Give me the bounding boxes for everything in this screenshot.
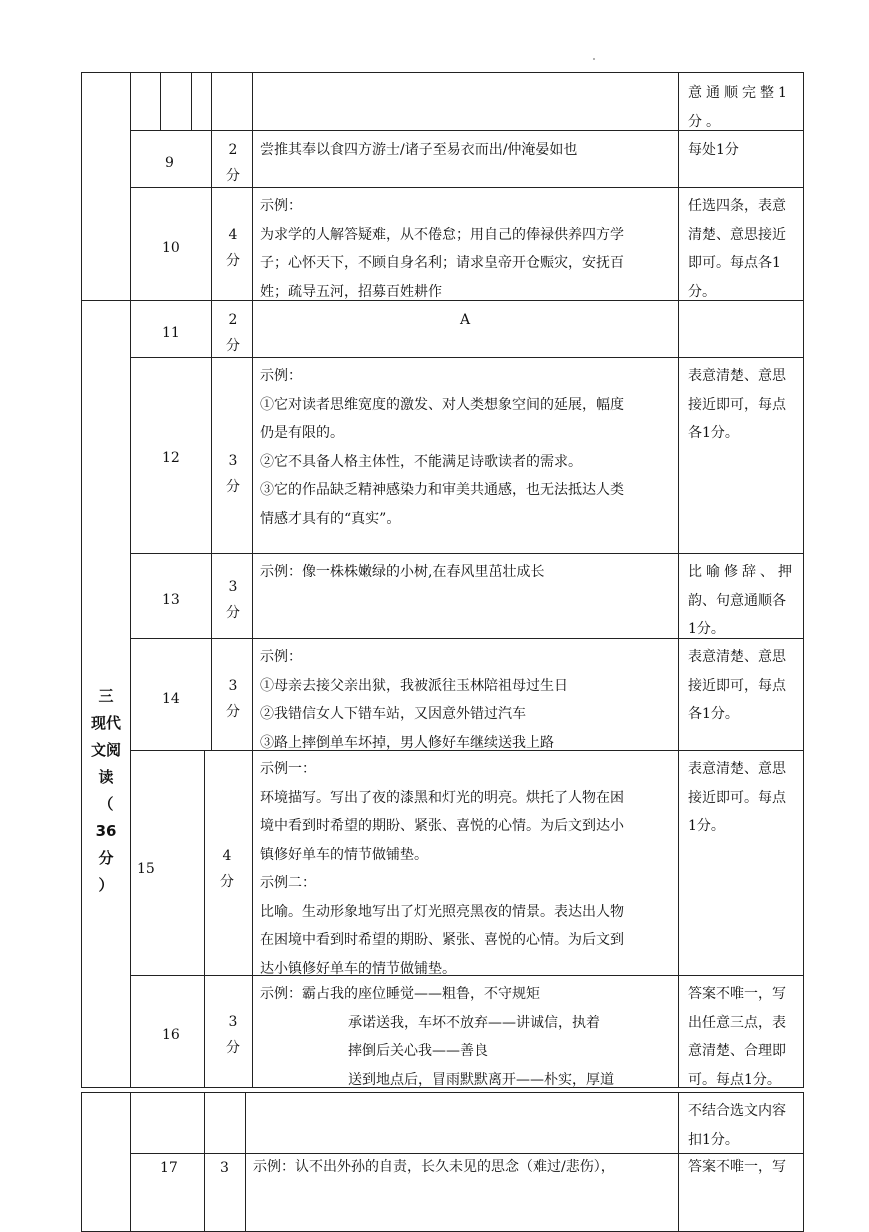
- criteria-text: 比喻修辞、押 韵、句意通顺各 1分。: [688, 564, 796, 637]
- answer-text: 示例：认不出外孙的自责，长久未见的思念（难过/悲伤），: [253, 1159, 615, 1175]
- answer-text: 示例： ①它对读者思维宽度的激发、对人类想象空间的延展，幅度 仍是有限的。 ②它不具备人格主体性，不能满足诗歌读者的需求。 ③它的作品缺乏精神感染力和审美共通感，也无法抵达人类 情感才具有的“真实”。: [260, 368, 624, 527]
- score-cell: 3 分: [226, 579, 240, 621]
- answer-text: 示例：霸占我的座位睡觉——粗鲁，不守规矩 承诺送我，车坏不放弃——讲诚信，执着 摔倒后关心我——善良 送到地点后，冒雨默默离开——朴实，厚道: [260, 986, 614, 1088]
- criteria-text: 表意清楚、意思 接近即可。每点 1分。: [688, 761, 786, 834]
- question-number: 13: [162, 592, 180, 608]
- criteria-text: 表意清楚、意思 接近即可，每点 各1分。: [688, 368, 786, 441]
- criteria-text: 答案不唯一，写: [688, 1159, 786, 1175]
- question-number: 11: [162, 325, 180, 341]
- criteria-text: 不结合选文内容 扣1分。: [688, 1103, 786, 1148]
- criteria-text: 表意清楚、意思 接近即可，每点 各1分。: [688, 649, 786, 722]
- score-cell: 2 分: [226, 312, 240, 354]
- question-number: 14: [162, 691, 180, 707]
- criteria-text: 答案不唯一，写 出任意三点，表 意清楚、合理即 可。每点1分。: [688, 986, 786, 1088]
- criteria-continuation: 意通顺完整1分。: [688, 85, 791, 130]
- score-cell: 3 分: [226, 453, 240, 495]
- answer-text: 示例： 为求学的人解答疑难，从不倦怠；用自己的俸禄供养四方学 子；心怀天下，不顾自身名利；请求皇帝开仓赈灾，安抚百 姓；疏导五河，招募百姓耕作: [260, 198, 624, 300]
- score-cell: 4 分: [226, 227, 240, 269]
- page-mark: [593, 58, 595, 60]
- score-cell: 4 分: [220, 848, 234, 890]
- question-number: 17: [160, 1160, 178, 1176]
- score-cell: 3 分: [226, 1014, 240, 1056]
- question-number: 10: [162, 240, 180, 256]
- section-label: 三 现代 文阅 读 （ 36 分 ）: [90, 687, 121, 894]
- score-cell: 3: [220, 1160, 229, 1176]
- answer-text: A: [459, 312, 471, 328]
- answer-text: 示例：像一株株嫩绿的小树,在春风里茁壮成长: [260, 564, 545, 580]
- score-cell: 2 分: [226, 142, 240, 184]
- question-number: 12: [162, 450, 180, 466]
- answer-text: 示例： ①母亲去接父亲出狱，我被派往玉林陪祖母过生日 ②我错信女人下错车站，又因意外错过汽车 ③路上摔倒单车坏掉，男人修好车继续送我上路: [260, 649, 568, 751]
- score-cell: 3 分: [226, 678, 240, 720]
- answer-text: 示例一： 环境描写。写出了夜的漆黑和灯光的明亮。烘托了人物在困 境中看到时希望的期盼、紧张、喜悦的心情。为后文到达小 镇修好单车的情节做铺垫。 示例二： 比喻。生动形象地写出了灯光照亮黑夜的情景。表达出人物 在困境中看到时希望的期盼、紧张、喜悦的心情。为后文到 达小镇修好单车的情节做铺垫。: [260, 761, 624, 977]
- criteria-text: 每处1分: [688, 142, 739, 158]
- question-number: 15: [137, 861, 155, 877]
- question-number: 16: [162, 1027, 180, 1043]
- answer-text: 尝推其奉以食四方游士/诸子至易衣而出/仲淹晏如也: [260, 142, 578, 158]
- question-number: 9: [165, 155, 174, 171]
- criteria-text: 任选四条，表意 清楚、意思接近 即可。每点各1 分。: [688, 198, 786, 300]
